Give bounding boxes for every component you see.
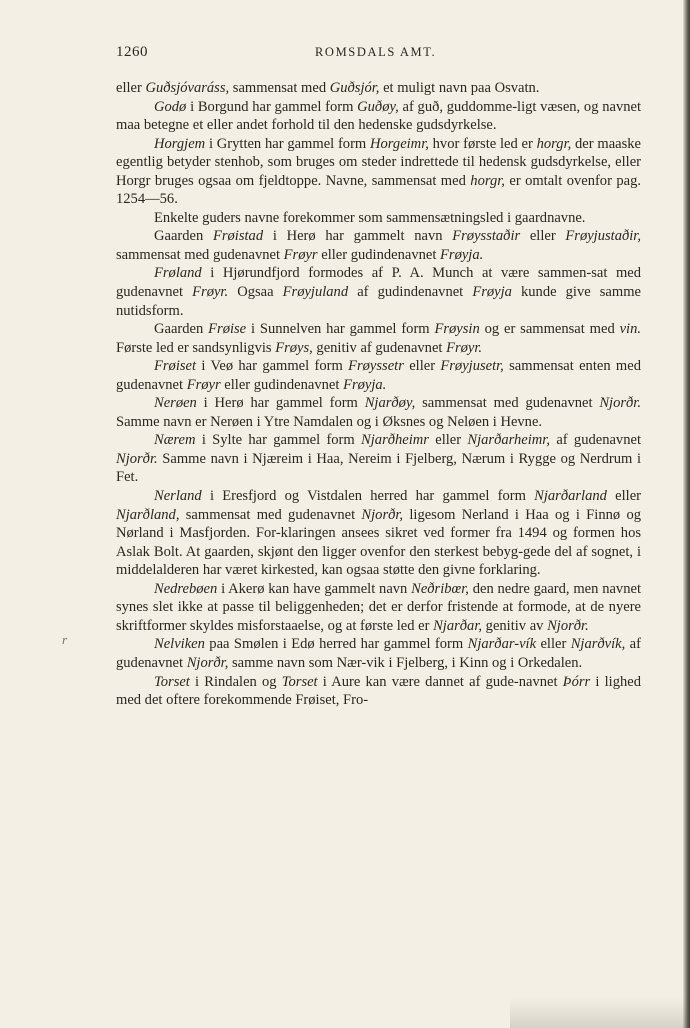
italic-term: Nedrebøen — [154, 580, 218, 597]
text-run: i Eresfjord og Vistdalen herred har gammel form — [201, 488, 535, 505]
italic-term: Torset — [281, 673, 318, 690]
text-run: i Rindalen og — [189, 673, 282, 690]
italic-term: Frøyssetr — [348, 358, 404, 375]
text-run: sammensat med gudenavnet — [116, 246, 284, 263]
text-run: eller — [606, 488, 641, 505]
text-run: i lighed med det oftere forekommende Frøiset, Fro- — [116, 673, 642, 709]
italic-term: Frøyjustaðir, — [565, 228, 641, 245]
page-edge-shadow — [683, 0, 690, 1028]
italic-term: Frøys, — [275, 339, 313, 356]
italic-term: Njarðheimr — [361, 432, 429, 449]
body-text — [116, 79, 641, 710]
italic-term: Frøysstaðir — [452, 228, 521, 245]
text-run: af gudindenavnet — [348, 284, 473, 301]
text-run: Enkelte guders navne forekommer som sammensætningsled i gaardnavne. — [154, 209, 586, 226]
paragraph — [116, 580, 641, 636]
text-run: af gudenavnet — [550, 432, 641, 449]
italic-term: Torset — [154, 673, 190, 690]
italic-term: Frøyja. — [440, 246, 484, 263]
italic-term: Nærem — [154, 432, 196, 449]
paragraph — [116, 487, 641, 580]
text-run: i Sunnelven har gammel form — [246, 321, 435, 338]
text-run: ligesom Nerland i Haa og i Finnø og Nørland i Masfjorden. For-klaringen ansees sikret ved former fra 1494 og formen hos Aslak Bolt. At gaarden, skjønt den ligger ovenfor den sterkest bebyg-gede del af sognet, i middelalderen har været kirkested, kan ogsaa støtte den givne forklaring. — [116, 506, 641, 579]
italic-term: horgr, — [470, 172, 505, 189]
paragraph — [116, 394, 641, 431]
italic-term: Frøyr. — [192, 284, 229, 301]
text-run: i Herø har gammel form — [196, 395, 365, 412]
italic-term: Frøiset — [154, 358, 197, 375]
text-run: sammensat enten med gudenavnet — [116, 358, 641, 393]
text-run: der maaske egentlig betyder stenhob, som bruges om steder indrettede til hedensk gudsdyrkelse, eller Horgr bruges ogsaa om fjeldtoppe. Navne, sammensat med — [116, 135, 642, 189]
text-run: eller gudindenavnet — [317, 246, 441, 263]
italic-term: Frøyjuland — [282, 284, 349, 301]
text-run: i Akerø kan have gammelt navn — [217, 580, 412, 597]
italic-term: Njarðar, — [433, 617, 483, 634]
text-run: af gudenavnet — [116, 636, 641, 671]
italic-term: Godø — [154, 98, 187, 115]
text-run: er omtalt ovenfor pag. 1254—56. — [116, 172, 641, 208]
text-run: og er sammensat med — [479, 321, 620, 338]
text-run: samme navn som Nær-vik i Fjelberg, i Kinn og i Orkedalen. — [228, 654, 583, 671]
text-run: Gaarden — [154, 321, 209, 338]
text-run: eller — [536, 636, 571, 653]
italic-term: Njarðvík, — [570, 636, 626, 653]
italic-term: Frøyr — [186, 376, 221, 393]
text-run: et muligt navn paa Osvatn. — [379, 80, 540, 96]
italic-term: Þórr — [562, 673, 591, 690]
italic-term: Guðsjóvaráss, — [145, 80, 230, 96]
italic-term: Nerland — [154, 488, 202, 505]
text-run: i Borgund har gammel form — [186, 98, 358, 115]
text-run: i Veø har gammel form — [196, 358, 349, 375]
text-run: Samme navn er Nerøen i Ytre Namdalen og i Øksnes og Neløen i Hevne. — [116, 413, 543, 430]
text-run: sammensat med gudenavnet — [415, 395, 600, 412]
text-run: i Sylte har gammel form — [195, 432, 362, 449]
italic-term: Nerøen — [154, 395, 197, 412]
text-run: eller gudindenavnet — [220, 376, 344, 393]
paragraph — [116, 98, 641, 135]
text-run: kunde give samme nutidsform. — [116, 284, 641, 319]
text-run: af guð, guddomme-ligt væsen, og navnet maa betegne et eller andet forhold til den hedenske gudsdyrkelse. — [116, 98, 641, 134]
italic-term: Frøistad — [212, 228, 264, 245]
paragraph — [116, 227, 641, 264]
text-run: i Aure kan være dannet af gude-navnet — [317, 673, 563, 690]
page-header — [116, 44, 640, 64]
italic-term: Frøyr — [283, 246, 318, 263]
paragraph — [116, 264, 641, 320]
running-head: ROMSDALS AMT. — [315, 45, 437, 59]
italic-term: Neðribœr, — [411, 580, 469, 597]
margin-mark: r — [62, 632, 68, 647]
paragraph — [116, 209, 641, 228]
page-number: 1260 — [116, 44, 148, 60]
italic-term: Njorðr. — [599, 395, 641, 412]
italic-term: Guðøy, — [357, 98, 399, 115]
italic-term: Guðsjór, — [329, 80, 380, 96]
italic-term: vin. — [619, 321, 642, 338]
italic-term: Njarðarland — [534, 488, 607, 505]
italic-term: Nelviken — [154, 636, 205, 653]
text-run: genitiv av — [482, 617, 548, 634]
page-corner-shadow — [510, 998, 690, 1028]
text-run: eller — [520, 228, 566, 245]
text-run: Første led er sandsynligvis — [116, 339, 276, 356]
text-run: i Hjørundfjord formodes af P. A. Munch at være sammen-sat med gudenavnet — [116, 265, 641, 301]
italic-term: Frøyja. — [343, 376, 387, 393]
italic-term: Njarðar-vík — [467, 636, 537, 653]
italic-term: Njorðr, — [361, 506, 404, 523]
italic-term: Frøyjusetr, — [440, 358, 504, 375]
italic-term: Njorðr, — [186, 654, 229, 671]
italic-term: Njarðøy, — [364, 395, 416, 412]
paragraph — [116, 431, 641, 487]
text-run: Samme navn i Njæreim i Haa, Nereim i Fjelberg, Nærum i Rygge og Nerdrum i Fet. — [116, 450, 641, 486]
italic-term: Horgeimr, — [370, 135, 429, 152]
text-run: sammensat med — [229, 80, 330, 96]
paragraph — [116, 320, 641, 357]
text-run: sammensat med gudenavnet — [179, 506, 362, 523]
italic-term: Frøyr. — [446, 339, 483, 356]
text-run: den nedre gaard, men navnet synes slet ikke at passe til beliggenheden; det er derfor fristende at formode, at de nyere skriftformer skyldes misforstaaelse, og at første led er — [116, 580, 641, 634]
paragraph — [116, 673, 641, 710]
paragraph — [116, 135, 641, 209]
text-run: hvor første led er — [428, 135, 537, 152]
italic-term: Njarðland, — [116, 506, 180, 523]
italic-term: Njorðr. — [547, 617, 589, 634]
italic-term: Njarðarheimr, — [467, 432, 550, 449]
text-run: i Grytten har gammel form — [205, 135, 371, 152]
text-run: i Herø har gammelt navn — [263, 228, 453, 245]
text-run: paa Smølen i Edø herred har gammel form — [204, 636, 468, 653]
italic-term: Njorðr. — [116, 450, 158, 467]
text-run: Gaarden — [154, 228, 213, 245]
italic-term: Frøyja — [472, 284, 512, 301]
paragraph — [116, 357, 641, 394]
text-run: genitiv af gudenavnet — [312, 339, 447, 356]
paragraph — [116, 79, 641, 98]
text-run: eller — [403, 358, 441, 375]
text-run: eller — [116, 80, 146, 96]
italic-term: horgr, — [536, 135, 572, 152]
text-run: eller — [428, 432, 468, 449]
text-run: Ogsaa — [228, 284, 283, 301]
italic-term: Frøise — [208, 321, 247, 338]
italic-term: Frøland — [154, 265, 202, 282]
italic-term: Frøysin — [434, 321, 480, 338]
italic-term: Horgjem — [154, 135, 206, 152]
paragraph — [116, 635, 641, 672]
